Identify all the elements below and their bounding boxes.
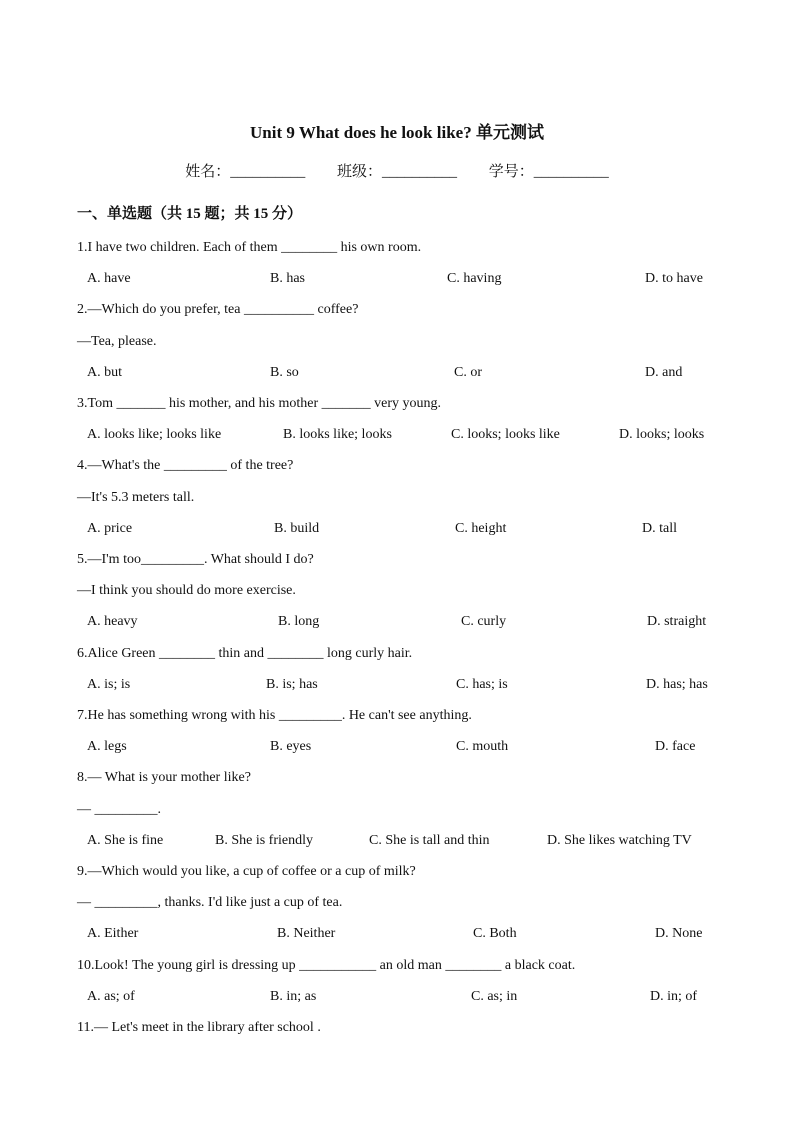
question-7-options — [0, 739, 794, 759]
option-c: C. curly — [461, 614, 507, 629]
option-b: B. build — [274, 521, 320, 536]
option-b: B. has — [270, 271, 305, 286]
question-9-stem: 9.—Which would you like, a cup of coffee or a cup of milk? — [77, 864, 416, 879]
option-b: B. long — [278, 614, 320, 629]
option-b: B. so — [270, 365, 299, 380]
question-2-stem: 2.—Which do you prefer, tea __________ coffee? — [77, 302, 359, 317]
question-3-options — [0, 427, 794, 447]
option-a: A. heavy — [87, 614, 138, 629]
option-b: B. in; as — [270, 989, 317, 1004]
question-9-line2: — _________, thanks. I'd like just a cup of tea. — [77, 895, 343, 910]
option-d: D. has; has — [646, 677, 708, 692]
question-2-options — [0, 365, 794, 385]
question-1-stem: 1.I have two children. Each of them ________ his own room. — [77, 240, 422, 255]
option-c: C. height — [455, 521, 507, 536]
option-a: A. Either — [87, 926, 139, 941]
question-8-options — [0, 833, 794, 853]
question-9-options — [0, 926, 794, 946]
option-b: B. She is friendly — [215, 833, 313, 848]
question-3-stem: 3.Tom _______ his mother, and his mother _______ very young. — [77, 396, 441, 411]
option-c: C. or — [454, 365, 482, 380]
option-c: C. has; is — [456, 677, 508, 692]
option-d: D. face — [655, 739, 696, 754]
question-2-line2: —Tea, please. — [77, 334, 157, 349]
option-a: A. She is fine — [87, 833, 164, 848]
question-6-options — [0, 677, 794, 697]
option-d: D. to have — [645, 271, 703, 286]
question-8-line2: — _________. — [77, 802, 161, 817]
option-d: D. straight — [647, 614, 707, 629]
question-1-options — [0, 271, 794, 291]
option-a: A. have — [87, 271, 131, 286]
option-b: B. eyes — [270, 739, 312, 754]
option-d: D. looks; looks — [619, 427, 705, 442]
question-5-stem: 5.—I'm too_________. What should I do? — [77, 552, 314, 567]
option-b: B. looks like; looks — [283, 427, 392, 442]
id-field: 学号：__________ — [488, 164, 609, 180]
option-d: D. She likes watching TV — [547, 833, 692, 848]
question-11-stem: 11.— Let's meet in the library after school . — [77, 1020, 321, 1035]
option-b: B. Neither — [277, 926, 336, 941]
option-a: A. as; of — [87, 989, 135, 1004]
question-4-options — [0, 521, 794, 541]
option-c: C. as; in — [471, 989, 518, 1004]
option-a: A. looks like; looks like — [87, 427, 222, 442]
option-c: C. mouth — [456, 739, 509, 754]
question-5-options — [0, 614, 794, 634]
option-c: C. looks; looks like — [451, 427, 560, 442]
question-6-stem: 6.Alice Green ________ thin and ________ long curly hair. — [77, 646, 413, 661]
option-a: A. legs — [87, 739, 127, 754]
question-5-line2: —I think you should do more exercise. — [77, 583, 296, 598]
question-4-line2: —It's 5.3 meters tall. — [77, 490, 195, 505]
option-d: D. tall — [642, 521, 677, 536]
option-d: D. None — [655, 926, 703, 941]
option-c: C. having — [447, 271, 502, 286]
question-8-stem: 8.— What is your mother like? — [77, 770, 251, 785]
option-d: D. in; of — [650, 989, 698, 1004]
option-c: C. She is tall and thin — [369, 833, 490, 848]
option-c: C. Both — [473, 926, 517, 941]
question-10-stem: 10.Look! The young girl is dressing up ___________ an old man ________ a black coat. — [77, 958, 576, 973]
option-d: D. and — [645, 365, 683, 380]
question-10-options — [0, 989, 794, 1009]
section-heading: 一、单选题（共 15 题；共 15 分） — [77, 206, 303, 222]
option-a: A. is; is — [87, 677, 131, 692]
class-field: 班级：__________ — [336, 164, 457, 180]
student-info — [0, 160, 794, 181]
page-title: Unit 9 What does he look like? 单元测试 — [250, 123, 544, 142]
question-7-stem: 7.He has something wrong with his _________. He can't see anything. — [77, 708, 472, 723]
question-4-stem: 4.—What's the _________ of the tree? — [77, 458, 294, 473]
option-a: A. price — [87, 521, 133, 536]
option-a: A. but — [87, 365, 122, 380]
option-b: B. is; has — [266, 677, 318, 692]
name-field: 姓名：__________ — [185, 164, 306, 180]
